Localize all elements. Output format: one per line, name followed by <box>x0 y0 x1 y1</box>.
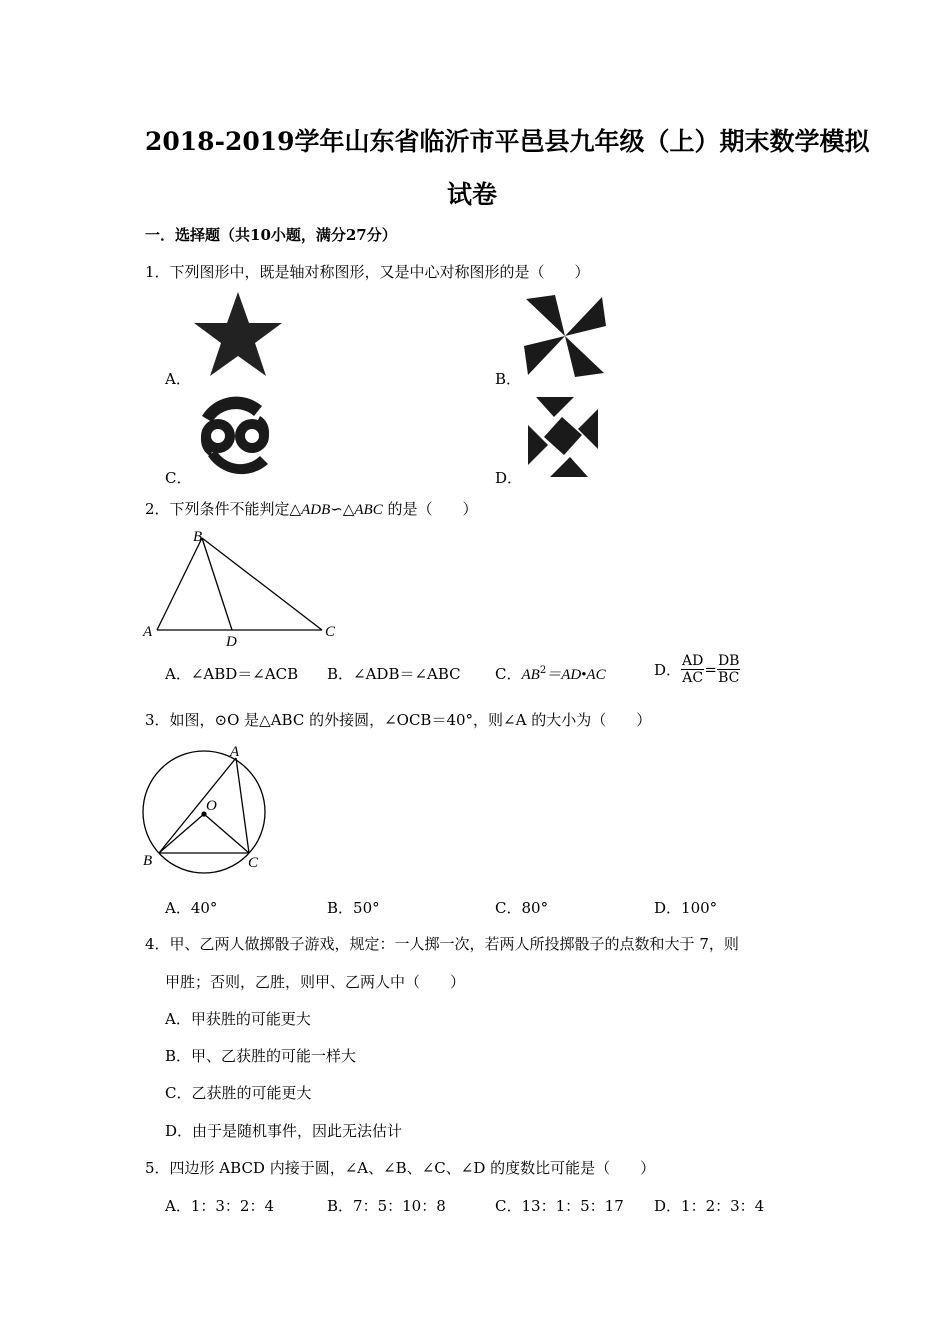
four-blade-figure <box>522 293 608 379</box>
q3-option-d: D．100° <box>654 899 718 917</box>
question-4-stem-line1: 4．甲、乙两人做掷骰子游戏，规定：一人掷一次，若两人所投掷骰子的点数和大于 7，则 <box>145 935 739 953</box>
q2-option-c: C．$AB^2=AD•AC$ <box>495 665 606 683</box>
q5-option-b: B．7：5：10：8 <box>327 1197 446 1215</box>
q4-option-c: C．乙获胜的可能更大 <box>165 1084 312 1102</box>
circumcircle-figure <box>138 742 278 874</box>
page-title-line2: 试卷 <box>447 180 498 209</box>
q2-similar-sign: ∽△ <box>330 500 355 518</box>
q2-stem-suffix: 的是（ ） <box>382 500 478 518</box>
label-d: D <box>226 634 237 650</box>
question-4-stem-line2: 甲胜；否则，乙胜，则甲、乙两人中（ ） <box>165 973 466 991</box>
q1-option-d-label: D． <box>495 469 523 487</box>
label-b: B <box>143 853 153 869</box>
q2-option-d: D． $\frac{AD}{AC}$ = $\frac{DB}{BC}$ <box>654 653 740 686</box>
q3-option-a: A．40° <box>165 899 218 917</box>
q2-triangle-2: ABC <box>354 502 383 518</box>
q5-option-d: D．1：2：3：4 <box>654 1197 765 1215</box>
label-a: A <box>143 624 153 640</box>
page-title-line1: 2018-2019学年山东省临沂市平邑县九年级（上）期末数学模拟 <box>145 127 870 156</box>
question-5-stem: 5．四边形 ABCD 内接于圆，∠A、∠B、∠C、∠D 的度数比可能是（ ） <box>145 1159 656 1177</box>
q2-option-a: A．∠ABD＝∠ACB <box>165 665 299 683</box>
label-c: C <box>248 855 259 871</box>
label-c: C <box>325 624 336 640</box>
q4-option-d: D．由于是随机事件，因此无法估计 <box>165 1122 403 1140</box>
fraction-ad-ac: $\frac{AD}{AC}$ <box>682 653 704 686</box>
section-heading: 一．选择题（共10小题，满分27分） <box>145 226 397 244</box>
q5-option-a: A．1：3：2：4 <box>165 1197 275 1215</box>
q2-stem-prefix: 2．下列条件不能判定△ <box>145 500 302 518</box>
q5-option-c: C．13：1：5：17 <box>495 1197 624 1215</box>
q1-option-b-label: B． <box>495 370 522 388</box>
q1-option-a-label: A． <box>165 370 191 388</box>
q4-option-a: A．甲获胜的可能更大 <box>165 1010 311 1028</box>
question-1-stem: 1．下列图形中，既是轴对称图形，又是中心对称图形的是（ ） <box>145 263 590 281</box>
question-2-stem <box>145 498 478 519</box>
q3-option-b: B．50° <box>327 899 380 917</box>
label-o: O <box>206 798 217 814</box>
q3-option-c: C．80° <box>495 899 549 917</box>
crab-sign-figure <box>192 392 278 480</box>
triangle-adb-abc-figure <box>140 524 350 650</box>
q2-option-b: B．∠ADB＝∠ABC <box>327 665 461 683</box>
five-point-star-figure <box>192 290 284 380</box>
q4-option-b: B．甲、乙获胜的可能一样大 <box>165 1047 357 1065</box>
square-pinwheel-figure <box>524 395 602 479</box>
q2-triangle-1: ADB <box>301 502 331 518</box>
label-b: B <box>193 529 203 545</box>
q1-option-c-label: C． <box>165 469 192 487</box>
fraction-db-bc: $\frac{DB}{BC}$ <box>717 653 740 686</box>
label-a: A <box>230 744 240 760</box>
question-3-stem: 3．如图，⊙O 是△ABC 的外接圆，∠OCB＝40°，则∠A 的大小为（ ） <box>145 711 652 729</box>
